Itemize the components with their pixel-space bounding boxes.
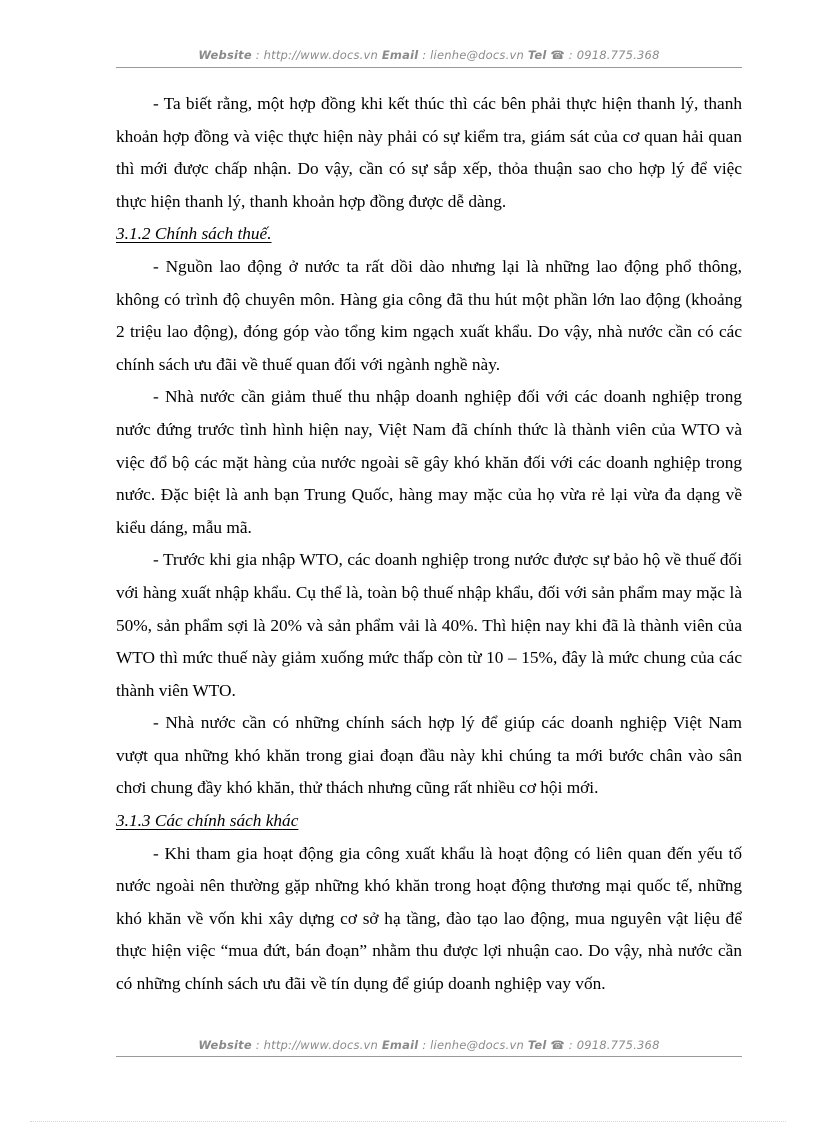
section-heading-tax-policy: 3.1.2 Chính sách thuế.	[116, 224, 272, 244]
paragraph-wto-tariffs: - Trước khi gia nhập WTO, các doanh nghiệp trong nước được sự bảo hộ về thuế đối với hàng xuất nhập khẩu. Cụ thể là, toàn bộ thuế nhập khẩu, đối với sản phẩm may mặc là 50%, sản phẩm sợi là 20% và sản phẩm vải là 40%. Thì hiện nay khi đã là thành viên của WTO thì mức thuế này giảm xuống mức thấp còn từ 10 – 15%, đây là mức chung của các thành viên WTO.	[116, 550, 742, 700]
header-website-url[interactable]: : http://www.docs.vn	[255, 48, 379, 62]
header-divider	[116, 67, 742, 68]
header-tel-value: ☎ : 0918.775.368	[550, 48, 660, 62]
footer-tel-value: ☎ : 0918.775.368	[550, 1038, 660, 1052]
paragraph-labor: - Nguồn lao động ở nước ta rất dồi dào nhưng lại là những lao động phổ thông, không có trình độ chuyên môn. Hàng gia công đã thu hút một phần lớn lao động (khoảng 2 triệu lao động), đóng góp vào tổng kim ngạch xuất khẩu. Do vậy, nhà nước cần có các chính sách ưu đãi về thuế quan đối với ngành nghề này.	[116, 256, 742, 374]
footer-website-label: Website	[198, 1038, 252, 1052]
footer-tel-label: Tel	[527, 1038, 547, 1052]
paragraph-credit: - Khi tham gia hoạt động gia công xuất khẩu là hoạt động có liên quan đến yếu tố nước ngoài nên thường gặp những khó khăn trong hoạt động thương mại quốc tế, những khó khăn về vốn khi xây dựng cơ sở hạ tầng, đào tạo lao động, mua nguyên vật liệu để thực hiện việc “mua đứt, bán đoạn” nhằm thu được lợi nhuận cao. Do vậy, nhà nước cần có những chính sách ưu đãi về tín dụng để giúp doanh nghiệp vay vốn.	[116, 843, 742, 994]
footer-divider	[116, 1056, 742, 1057]
footer-website-url[interactable]: : http://www.docs.vn	[255, 1038, 379, 1052]
document-body	[116, 88, 742, 1001]
page-edge-divider	[30, 1121, 786, 1122]
header-email-label: Email	[381, 48, 419, 62]
paragraph-income-tax: - Nhà nước cần giảm thuế thu nhập doanh nghiệp đối với các doanh nghiệp trong nước đứng trước tình hình hiện nay, Việt Nam đã chính thức là thành viên của WTO và việc đổ bộ các mặt hàng của nước ngoài sẽ gây khó khăn đối với các doanh nghiệp trong nước. Đặc biệt là anh bạn Trung Quốc, hàng may mặc của họ vừa rẻ lại vừa đa dạng về kiểu dáng, mẫu mã.	[116, 387, 742, 537]
footer-email-label: Email	[381, 1038, 419, 1052]
header-website-label: Website	[198, 48, 252, 62]
page-header	[116, 48, 742, 62]
paragraph-liquidation: - Ta biết rằng, một hợp đồng khi kết thúc thì các bên phải thực hiện thanh lý, thanh khoản hợp đồng và việc thực hiện này phải có sự kiểm tra, giám sát của cơ quan hải quan thì mới được chấp nhận. Do vậy, cần có sự sắp xếp, thỏa thuận sao cho hợp lý để việc thực hiện thanh lý, thanh khoản hợp đồng được dễ dàng.	[116, 94, 742, 211]
page-footer	[116, 1038, 742, 1052]
footer-email-value[interactable]: : lienhe@docs.vn	[422, 1038, 524, 1052]
section-heading-other-policies: 3.1.3 Các chính sách khác	[116, 811, 299, 831]
paragraph-policy-support: - Nhà nước cần có những chính sách hợp lý để giúp các doanh nghiệp Việt Nam vượt qua những khó khăn trong giai đoạn đầu này khi chúng ta mới bước chân vào sân chơi chung đầy khó khăn, thử thách nhưng cũng rất nhiều cơ hội mới.	[116, 713, 742, 798]
header-tel-label: Tel	[527, 48, 547, 62]
header-email-value[interactable]: : lienhe@docs.vn	[422, 48, 524, 62]
